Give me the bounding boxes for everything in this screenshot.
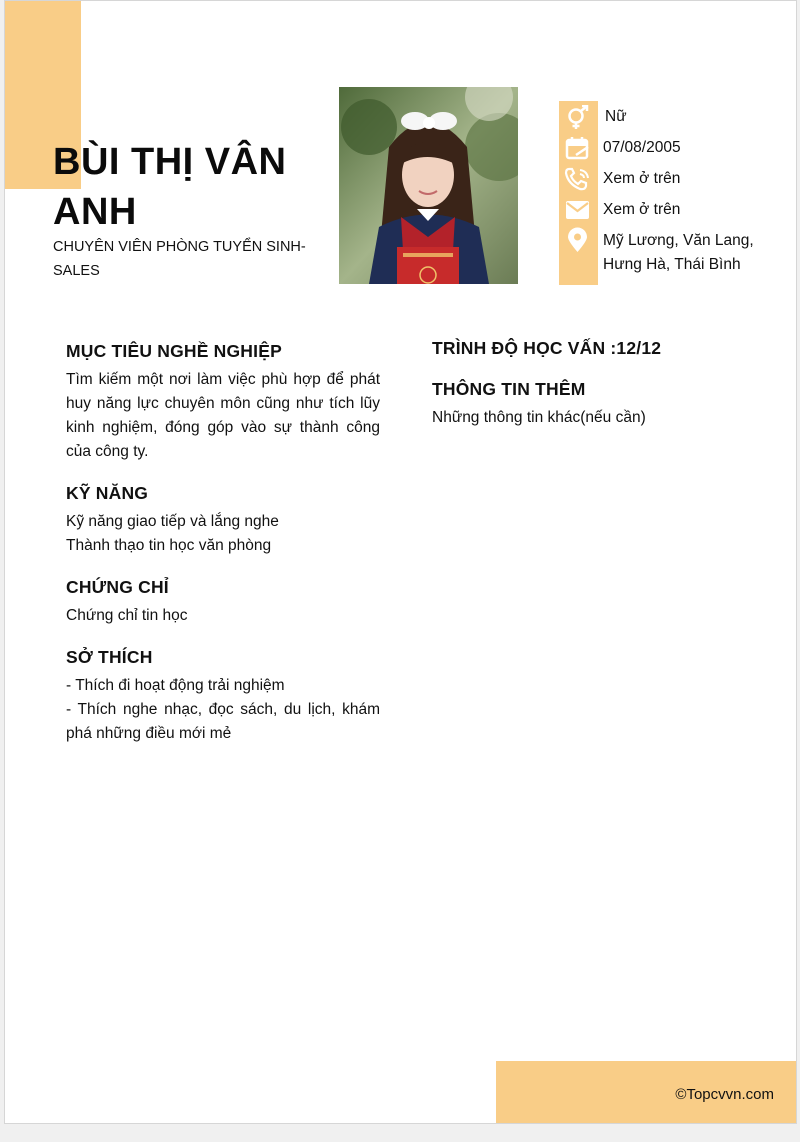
phone-icon <box>563 166 593 192</box>
cv-page <box>4 0 797 1124</box>
email-text: Xem ở trên <box>603 201 681 218</box>
job-title: CHUYÊN VIÊN PHÒNG TUYỂN SINH-SALES <box>53 239 306 279</box>
dob-text: 07/08/2005 <box>603 139 681 156</box>
skills-list <box>66 510 380 558</box>
footer-copyright: ©Topcvvn.com <box>675 1086 774 1103</box>
education-title: TRÌNH ĐỘ HỌC VẤN :12/12 <box>432 338 662 358</box>
certificate-item: Chứng chỉ tin học <box>66 607 188 624</box>
extra-info-title: THÔNG TIN THÊM <box>432 379 586 399</box>
hobby-item: - Thích đi hoạt động trải nghiệm <box>66 677 285 694</box>
address-line-2: Hưng Hà, Thái Bình <box>603 256 741 273</box>
candidate-name: BÙI THỊ VÂN ANH <box>53 141 287 233</box>
skills-title: KỸ NĂNG <box>66 483 149 503</box>
location-icon <box>563 227 593 253</box>
certificates-title: CHỨNG CHỈ <box>66 577 169 597</box>
address-line-1: Mỹ Lương, Văn Lang, <box>603 232 754 249</box>
hobby-item: - Thích nghe nhạc, đọc sách, du lịch, khám phá những điều mới mẻ <box>66 701 380 742</box>
hobbies-title: SỞ THÍCH <box>66 647 153 667</box>
gender-text: Nữ <box>605 108 627 125</box>
phone-text: Xem ở trên <box>603 170 681 187</box>
certificates-list <box>66 604 380 628</box>
email-icon <box>563 197 593 223</box>
hobbies-list <box>66 674 380 746</box>
objective-text: Tìm kiếm một nơi làm việc phù hợp để phát huy năng lực chuyên môn cũng như tích lũy kinh nghiệm, đóng góp vào sự thành công của công ty. <box>66 371 380 460</box>
profile-photo <box>339 87 518 284</box>
objective-title: MỤC TIÊU NGHỀ NGHIỆP <box>66 341 282 361</box>
skill-item: Kỹ năng giao tiếp và lắng nghe <box>66 513 279 530</box>
address-text <box>603 229 783 277</box>
skill-item: Thành thạo tin học văn phòng <box>66 537 272 554</box>
gender-icon <box>563 105 593 131</box>
calendar-icon <box>563 135 593 161</box>
extra-info-text: Những thông tin khác(nếu cần) <box>432 409 646 426</box>
